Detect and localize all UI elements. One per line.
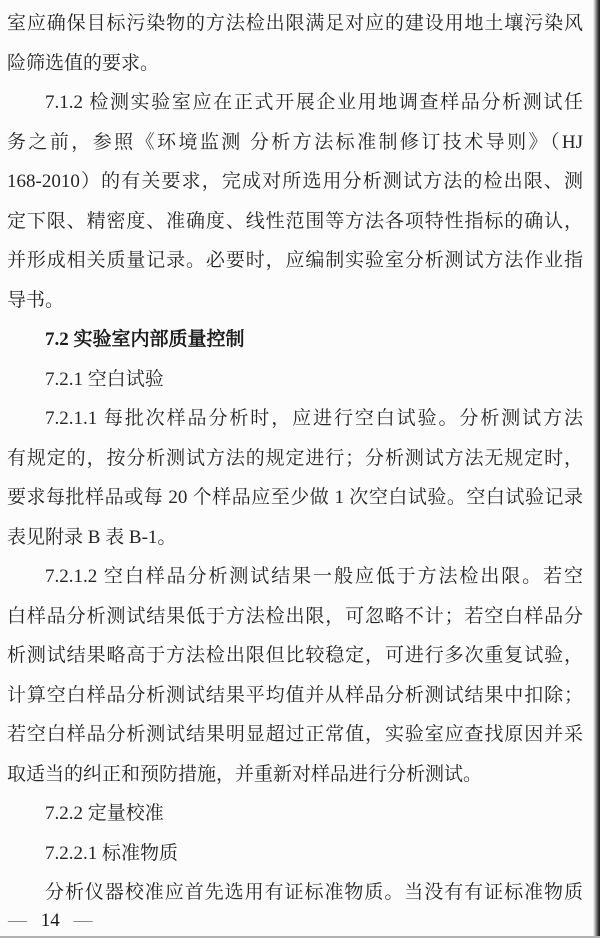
text-line: 室应确保目标污染物的方法检出限满足对应的建设用地土壤污染风 bbox=[7, 13, 583, 34]
footer-left-dash: — bbox=[8, 910, 27, 931]
footer-right-dash: — bbox=[73, 910, 93, 931]
text-line: 7.2.1.2 空白样品分析测试结果一般应低于方法检出限。若空 bbox=[45, 566, 583, 587]
page-footer bbox=[8, 910, 93, 932]
text-line: 有规定的，按分析测试方法的规定进行；分析测试方法无规定时， bbox=[7, 447, 583, 469]
text-line: 7.2.2 定量校准 bbox=[45, 803, 164, 824]
text-line: 7.2.1 空白试验 bbox=[45, 368, 164, 390]
section-heading: 7.2 实验室内部质量控制 bbox=[45, 329, 245, 350]
text-line: 险筛选值的要求。 bbox=[7, 52, 160, 74]
text-line: 析测试结果略高于方法检出限但比较稳定，可进行多次重复试验， bbox=[7, 645, 583, 666]
text-line: 要求每批样品或每 20 个样品应至少做 1 次空白试验。空白试验记录 bbox=[7, 487, 583, 508]
text-line: 定下限、精密度、准确度、线性范围等方法各项特性指标的确认， bbox=[7, 210, 583, 232]
text-line: 计算空白样品分析测试结果平均值并从样品分析测试结果中扣除； bbox=[7, 684, 583, 706]
scan-edge-right bbox=[593, 0, 600, 938]
page-number: 14 bbox=[40, 910, 60, 931]
text-line: 取适当的纠正和预防措施，并重新对样品进行分析测试。 bbox=[7, 763, 483, 785]
text-line: 7.2.1.1 每批次样品分析时，应进行空白试验。分析测试方法 bbox=[45, 408, 583, 429]
text-line: 导书。 bbox=[7, 289, 65, 311]
text-line: 分析仪器校准应首先选用有证标准物质。当没有有证标准物质 bbox=[45, 882, 583, 903]
text-line: 168-2010）的有关要求，完成对所选用分析测试方法的检出限、测 bbox=[7, 171, 583, 192]
text-line: 若空白样品分析测试结果明显超过正常值，实验室应查找原因并采 bbox=[7, 724, 583, 745]
text-line: 表见附录 B 表 B-1。 bbox=[7, 526, 177, 548]
text-line: 7.1.2 检测实验室应在正式开展企业用地调查样品分析测试任 bbox=[45, 92, 583, 113]
text-line: 务之前，参照《环境监测 分析方法标准制修订技术导则》（HJ bbox=[7, 131, 583, 153]
text-line: 7.2.2.1 标准物质 bbox=[45, 842, 179, 864]
text-line: 白样品分析测试结果低于方法检出限，可忽略不计；若空白样品分 bbox=[7, 605, 583, 627]
text-line: 并形成相关质量记录。必要时，应编制实验室分析测试方法作业指 bbox=[7, 250, 583, 271]
document-body bbox=[7, 4, 583, 913]
